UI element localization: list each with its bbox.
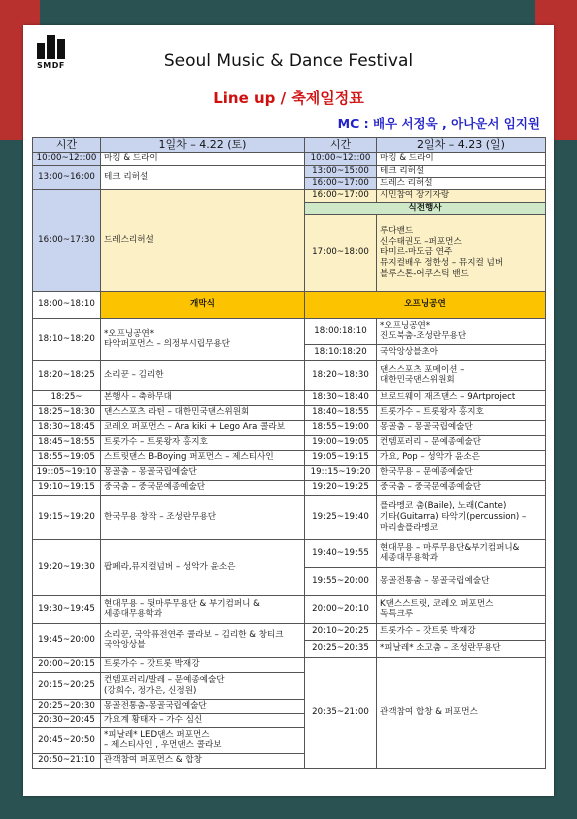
- d1-event-line: 소리꾼, 국악퓨전연주 콜라보 – 김리한 & 창티크: [104, 629, 284, 640]
- d2-event: 국악앙상블초아: [377, 344, 546, 360]
- d1-event: 트롯가수 – 갓트롯 박재강: [101, 657, 305, 672]
- d2-event-line: 뮤지컬배우 정한성 – 뮤지컬 넘버: [380, 258, 504, 269]
- d2-event-line: 루다밴드: [380, 225, 414, 236]
- d1-time: 19:20~19:30: [33, 539, 101, 595]
- d2-event-line: *오프닝공연*: [380, 320, 431, 331]
- d1-time: 18:55~19:05: [33, 450, 101, 465]
- d1-event-line: 컨템포러리/발레 – 문예종예술단: [104, 675, 225, 686]
- d1-event: 마킹 & 드라이: [101, 152, 305, 165]
- d2-event: 중국춤 – 중국문예종예술단: [377, 480, 546, 495]
- d1-time: 20:30~20:45: [33, 713, 101, 727]
- d2-event: 한국무용 – 문예종예술단: [377, 465, 546, 480]
- d1-time: 19:10~19:15: [33, 480, 101, 495]
- d2-time: 20:00~20:10: [305, 595, 377, 623]
- d1-event: 댄스스포츠 라틴 – 대한민국댄스위원회: [101, 405, 305, 420]
- d1-time: 13:00~16:00: [33, 165, 101, 189]
- d2-time: 20:35~21:00: [305, 657, 377, 768]
- d1-event: [101, 672, 305, 699]
- d2-event-line: 진도북춤-조성란무용단: [380, 331, 467, 342]
- d2-event-line: 블루스톤-어쿠스틱 밴드: [380, 268, 469, 279]
- d2-event: [377, 595, 546, 623]
- d1-time: 18:30~18:45: [33, 420, 101, 435]
- d2-event: [377, 495, 546, 539]
- d1-time: 19:45~20:00: [33, 623, 101, 657]
- d1-event: 팝페라,뮤지컬넘버 – 성악가 윤소은: [101, 539, 305, 595]
- d2-event-line: 신수태권도 –퍼포먼스: [380, 236, 462, 247]
- d2-time: 18:40~18:55: [305, 405, 377, 420]
- d1-event: 코레오 퍼포먼스 – Ara kiki + Lego Ara 콜라보: [101, 420, 305, 435]
- d2-time: 18:55~19:00: [305, 420, 377, 435]
- d2-time: 19:05~19:15: [305, 450, 377, 465]
- d1-event-line: 현대무용 – 뒷마루무용단 & 부기컴퍼니 &: [104, 598, 260, 609]
- d2-event-line: 타미르-마도금 연주: [380, 247, 453, 258]
- d1-time: 18:10~18:20: [33, 318, 101, 360]
- d2-event: 몽골춤 – 몽골국립예술단: [377, 420, 546, 435]
- d2-event: 마킹 & 드라이: [377, 152, 546, 165]
- d2-event: 트롯가수 – 트롯왕자 홍지호: [377, 405, 546, 420]
- d1-event: 중국춤 – 중국문예종예술단: [101, 480, 305, 495]
- d2-event-line: 기타(Guitarra) 타악기(percussion) –: [380, 511, 527, 522]
- d2-event: 컨템포러리 – 문예종예술단: [377, 435, 546, 450]
- d1-event: 스트릿댄스 B-Boying 퍼포먼스 – 제스티사인: [101, 450, 305, 465]
- d1-time: 18:00~18:10: [33, 291, 101, 318]
- d1-event-line: *오프닝공연*: [104, 328, 155, 339]
- d1-time: 10:00~12::00: [33, 152, 101, 165]
- d1-time: 18:25~18:30: [33, 405, 101, 420]
- d1-event: 소리꾼 – 김리한: [101, 360, 305, 390]
- mc-credit: MC : 배우 서정욱 , 아나운서 임지원: [337, 116, 540, 131]
- d2-event: 트롯가수 – 갓트롯 박재강: [377, 623, 546, 640]
- d1-event: 드레스리허설: [101, 189, 305, 291]
- d2-time: 18:00:18:10: [305, 318, 377, 344]
- d2-time: 19:55~20:00: [305, 567, 377, 595]
- schedule-sheet: [23, 25, 554, 796]
- d2-event-line: 대한민국댄스위원회: [380, 375, 455, 386]
- d1-time: 18:20~18:25: [33, 360, 101, 390]
- logo-text: SMDF: [37, 61, 65, 70]
- d1-time: 18:45~18:55: [33, 435, 101, 450]
- page-title: Seoul Music & Dance Festival: [163, 51, 414, 71]
- d2-event: [377, 360, 546, 390]
- d2-event: 브로드웨이 재즈댄스 – 9Artproject: [377, 390, 546, 405]
- d1-event-line: (강희수, 정가은, 신정원): [104, 685, 197, 696]
- d2-time: 17:00~18:00: [305, 214, 377, 291]
- d1-time: 20:00~20:15: [33, 657, 101, 672]
- d2-event-line: 댄스스포츠 포메이션 –: [380, 364, 465, 375]
- d1-event-line: *피날레* LED댄스 퍼포먼스: [104, 729, 210, 740]
- d1-event-line: – 제스티사인 , 우먼댄스 콜라보: [104, 740, 222, 751]
- header-time-1: 시간: [33, 138, 101, 153]
- d1-event-line: 타악퍼포먼스 – 의정부시립무용단: [104, 339, 230, 350]
- d1-time: 18:25~: [33, 390, 101, 405]
- d1-time: 19:15~19:20: [33, 495, 101, 539]
- d2-time: 20:25~20:35: [305, 640, 377, 657]
- d2-event: 가요, Pop – 성악가 윤소은: [377, 450, 546, 465]
- d1-event: [101, 623, 305, 657]
- d2-time: 19:00~19:05: [305, 435, 377, 450]
- d1-event: 몽골춤 – 몽골국립예술단: [101, 465, 305, 480]
- d2-event: 관객참여 합창 & 퍼포먼스: [377, 657, 546, 768]
- d1-section-heading: 개막식: [101, 291, 305, 318]
- d2-time: 10:00~12::00: [305, 152, 377, 165]
- d2-time: 19::15~19:20: [305, 465, 377, 480]
- d2-time: 19:40~19:55: [305, 539, 377, 567]
- d2-time: 20:10~20:25: [305, 623, 377, 640]
- d2-time: 16:00~17:00: [305, 177, 377, 189]
- header-day1: 1일차 – 4.22 (토): [101, 138, 305, 153]
- d1-event-line: 국악앙상블: [104, 640, 146, 651]
- d2-event-line: 독특크루: [380, 609, 414, 620]
- d2-event: [377, 214, 546, 291]
- d1-time: 20:45~20:50: [33, 727, 101, 753]
- d1-event: [101, 727, 305, 753]
- lineup-heading: Line up / 축제일정표: [213, 89, 364, 107]
- d1-event: 몽골전통춤-몽골국립예술단: [101, 699, 305, 713]
- d1-event: 테크 리허설: [101, 165, 305, 189]
- d2-event: [377, 539, 546, 567]
- d2-time: 18:10:18:20: [305, 344, 377, 360]
- d2-event: 드레스 리허설: [377, 177, 546, 189]
- d1-event: 본행사 – 축하무대: [101, 390, 305, 405]
- d1-event: [101, 318, 305, 360]
- d1-time: 20:50~21:10: [33, 753, 101, 768]
- d1-event: 한국무용 창작 – 조성란무용단: [101, 495, 305, 539]
- d1-time: 20:25~20:30: [33, 699, 101, 713]
- d2-event-line: K댄스스트릿, 코레오 퍼포먼스: [380, 598, 494, 609]
- d1-event: [101, 595, 305, 623]
- d2-event: [377, 318, 546, 344]
- d1-event-line: 세종대무용학과: [104, 609, 163, 620]
- header-day2: 2일차 – 4.23 (일): [377, 138, 546, 153]
- d1-event: 관객참여 퍼포먼스 & 합창: [101, 753, 305, 768]
- d2-time: 16:00~17:00: [305, 189, 377, 202]
- d1-event: 트롯가수 – 트롯왕자 홍지호: [101, 435, 305, 450]
- d2-event-line: 현대무용 – 마루무용단&부기컴퍼니&: [380, 542, 520, 553]
- header-time-2: 시간: [305, 138, 377, 153]
- d1-time: 19:30~19:45: [33, 595, 101, 623]
- d2-time: 19:25~19:40: [305, 495, 377, 539]
- d1-time: 16:00~17:30: [33, 189, 101, 291]
- d1-time: 19::05~19:10: [33, 465, 101, 480]
- d2-time: 19:20~19:25: [305, 480, 377, 495]
- d2-event: 테크 리허설: [377, 165, 546, 177]
- d2-event: 시민참여 장기자랑: [377, 189, 546, 202]
- d1-event: 가요계 황태자 – 가수 심신: [101, 713, 305, 727]
- d2-event: *피날레* 소고춤 – 조성란무용단: [377, 640, 546, 657]
- schedule-table: [32, 137, 546, 769]
- d2-section-heading: 오프닝공연: [305, 291, 546, 318]
- d2-event: 몽골전통춤 – 몽골국립예술단: [377, 567, 546, 595]
- d1-time: 20:15~20:25: [33, 672, 101, 699]
- d2-time: 18:20~18:30: [305, 360, 377, 390]
- d2-time: 13:00~15:00: [305, 165, 377, 177]
- d2-section-heading: 식전행사: [305, 202, 546, 214]
- d2-event-line: 세종대무용학과: [380, 553, 439, 564]
- d2-event-line: 플라멩코 춤(Baile), 노래(Cante): [380, 501, 507, 512]
- d2-time: 18:30~18:40: [305, 390, 377, 405]
- d2-event-line: 마리솔플라멩코: [380, 522, 439, 533]
